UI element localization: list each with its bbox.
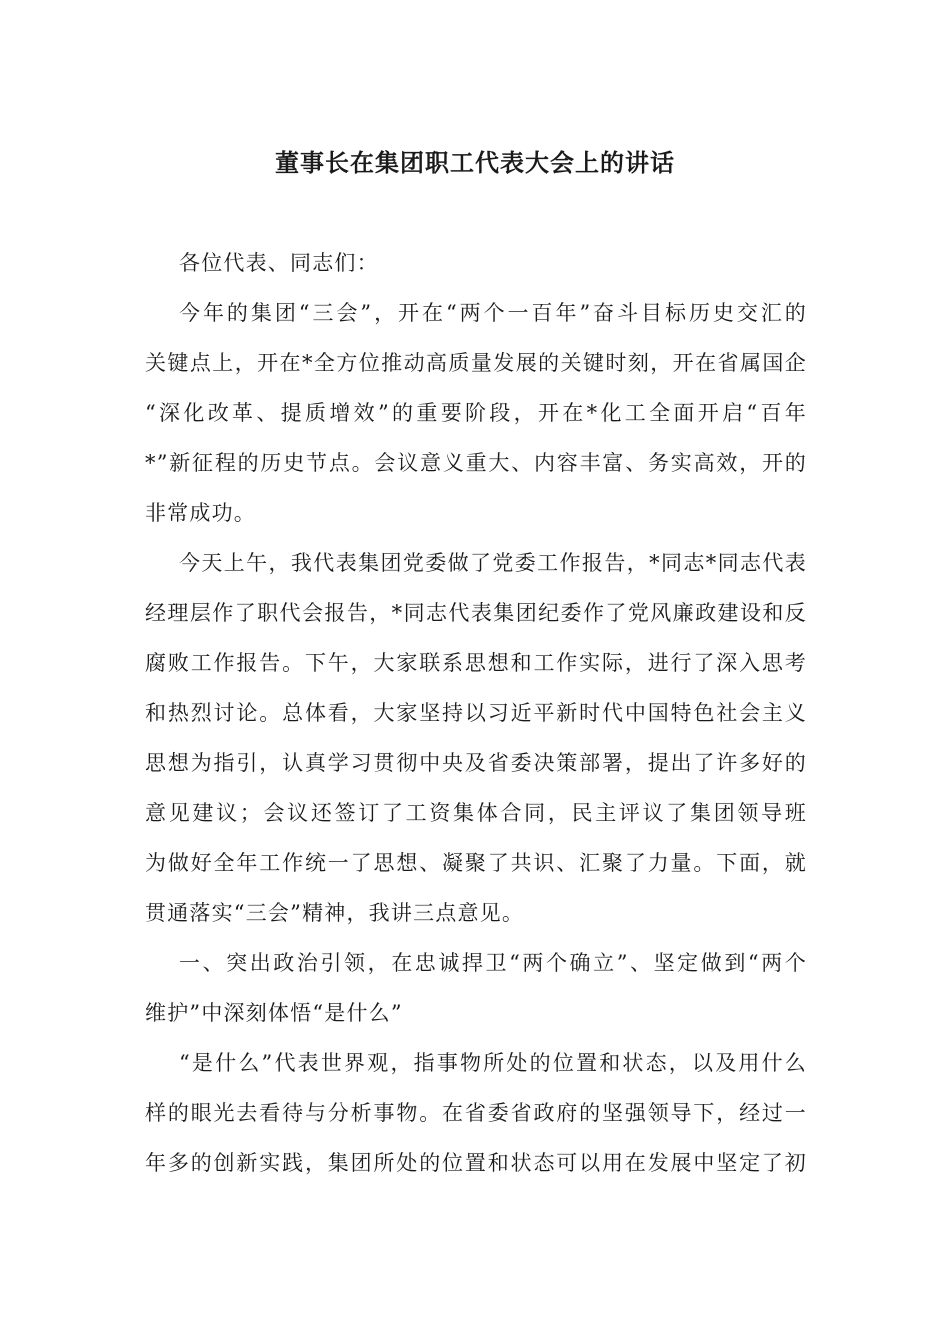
body-line: 和热烈讨论。总体看，大家坚持以习近平新时代中国特色社会主义 [145, 701, 807, 725]
body-line: 思想为指引，认真学习贯彻中央及省委决策部署，提出了许多好的 [145, 751, 807, 775]
body-line: 非常成功。 [145, 501, 256, 525]
body-line: 腐败工作报告。下午，大家联系思想和工作实际，进行了深入思考 [145, 651, 807, 675]
body-line: 一、突出政治引领，在忠诚捍卫“两个确立”、坚定做到“两个 [179, 951, 807, 975]
body-line: “深化改革、提质增效”的重要阶段，开在*化工全面开启“百年 [145, 401, 807, 425]
body-line: *”新征程的历史节点。会议意义重大、内容丰富、务实高效，开的 [145, 451, 807, 475]
document-title: 董事长在集团职工代表大会上的讲话 [275, 148, 675, 177]
body-line: 样的眼光去看待与分析事物。在省委省政府的坚强领导下，经过一 [145, 1101, 807, 1125]
body-line: 维护”中深刻体悟“是什么” [145, 1001, 403, 1025]
document-body [145, 238, 807, 1188]
body-line: 今天上午，我代表集团党委做了党委工作报告，*同志*同志代表 [179, 551, 807, 575]
body-line: 关键点上，开在*全方位推动高质量发展的关键时刻，开在省属国企 [145, 351, 807, 375]
body-line: 为做好全年工作统一了思想、凝聚了共识、汇聚了力量。下面，就 [145, 851, 807, 875]
body-line: 贯通落实“三会”精神，我讲三点意见。 [145, 901, 525, 925]
body-line: 意见建议；会议还签订了工资集体合同，民主评议了集团领导班 [145, 801, 807, 825]
body-line: 年多的创新实践，集团所处的位置和状态可以用在发展中坚定了初 [145, 1151, 807, 1175]
body-line: 今年的集团“三会”，开在“两个一百年”奋斗目标历史交汇的 [179, 301, 807, 325]
body-line: 经理层作了职代会报告，*同志代表集团纪委作了党风廉政建设和反 [145, 601, 807, 625]
body-line: 各位代表、同志们： [179, 251, 379, 275]
body-line: “是什么”代表世界观，指事物所处的位置和状态，以及用什么 [179, 1051, 807, 1075]
